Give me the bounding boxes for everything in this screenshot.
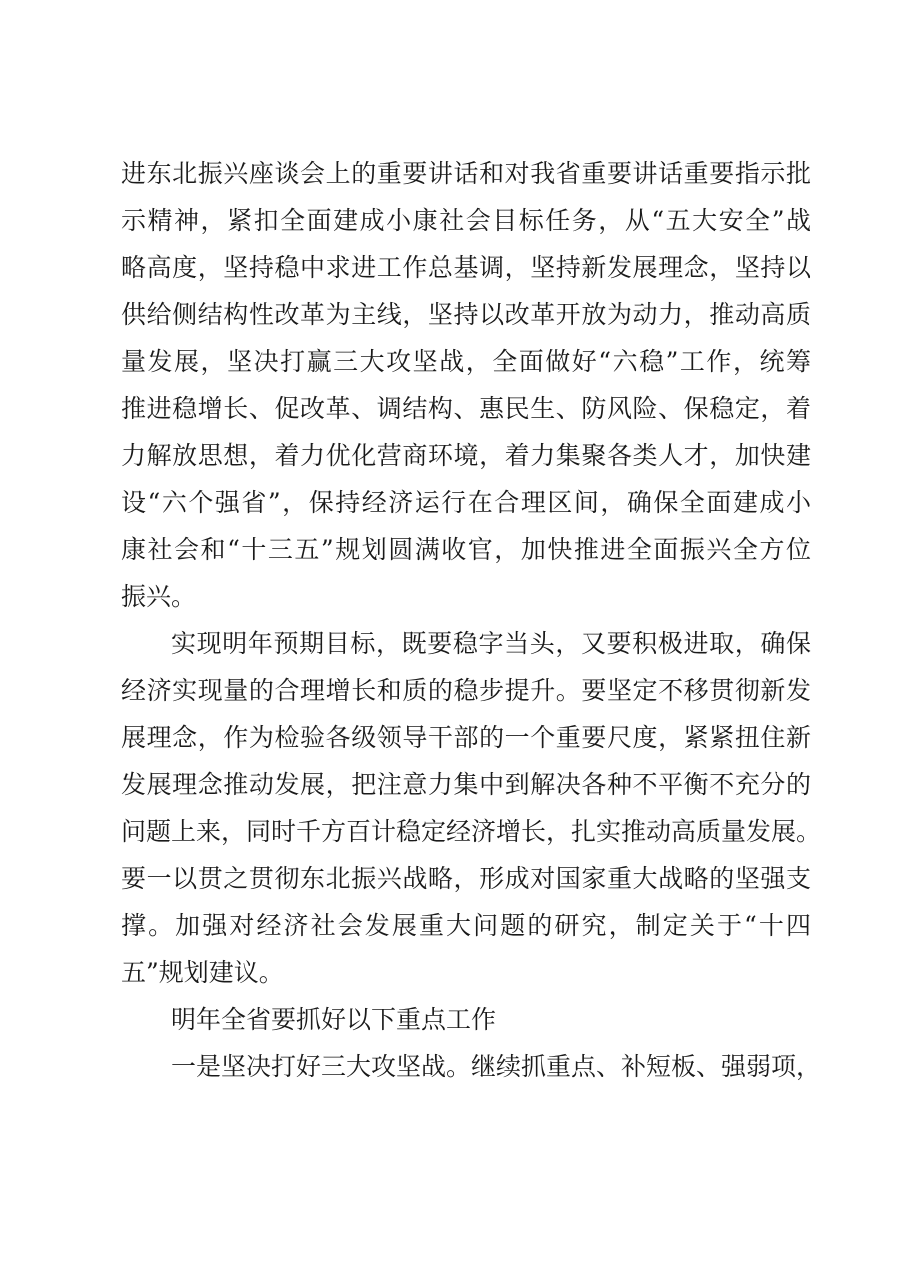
text-line: 量发展，坚决打赢三大攻坚战，全面做好“六稳”工作，统筹 — [121, 347, 811, 376]
section-heading-line: 明年全省要抓好以下重点工作 — [171, 1005, 497, 1034]
text-line: 供给侧结构性改革为主线，坚持以改革开放为动力，推动高质 — [121, 300, 811, 329]
text-line: 设“六个强省”，保持经济运行在合理区间，确保全面建成小 — [121, 488, 811, 517]
text-line: 力解放思想，着力优化营商环境，着力集聚各类人才，加快建 — [121, 441, 811, 470]
text-line: 问题上来，同时千方百计稳定经济增长，扎实推动高质量发展。 — [121, 817, 822, 846]
text-line: 经济实现量的合理增长和质的稳步提升。要坚定不移贯彻新发 — [121, 676, 811, 705]
text-line: 进东北振兴座谈会上的重要讲话和对我省重要讲话重要指示批 — [121, 159, 811, 188]
text-line: 发展理念推动发展，把注意力集中到解决各种不平衡不充分的 — [121, 770, 811, 799]
paragraph-start-line: 一是坚决打好三大攻坚战。继续抓重点、补短板、强弱项， — [171, 1052, 822, 1081]
text-line: 示精神，紧扣全面建成小康社会目标任务，从“五大安全”战 — [121, 206, 811, 235]
body-text — [121, 150, 822, 1090]
paragraph-start-line: 实现明年预期目标，既要稳字当头，又要积极进取，确保 — [171, 629, 811, 658]
text-line: 五”规划建议。 — [121, 958, 284, 987]
text-line: 推进稳增长、促改革、调结构、惠民生、防风险、保稳定，着 — [121, 394, 811, 423]
text-line: 康社会和“十三五”规划圆满收官，加快推进全面振兴全方位 — [121, 535, 811, 564]
text-line: 略高度，坚持稳中求进工作总基调，坚持新发展理念，坚持以 — [121, 253, 811, 282]
text-line: 要一以贯之贯彻东北振兴战略，形成对国家重大战略的坚强支 — [121, 864, 811, 893]
text-line: 展理念，作为检验各级领导干部的一个重要尺度，紧紧扭住新 — [121, 723, 811, 752]
text-line: 振兴。 — [121, 582, 197, 611]
text-line: 撑。加强对经济社会发展重大问题的研究，制定关于“十四 — [121, 911, 811, 940]
